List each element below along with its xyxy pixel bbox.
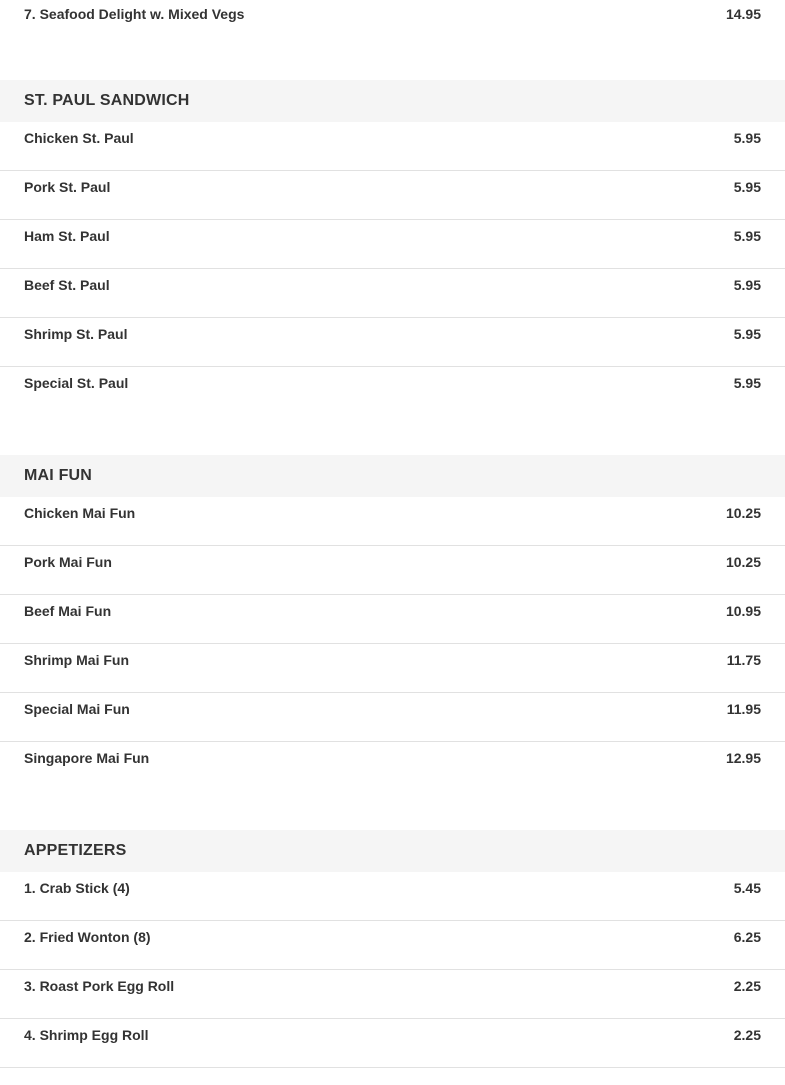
menu-item-price: 2.25 (733, 978, 761, 994)
section-header (0, 830, 785, 872)
menu-item[interactable] (0, 872, 785, 921)
section-title: ST. PAUL SANDWICH (24, 92, 190, 109)
menu-item[interactable] (0, 220, 785, 269)
section-header (0, 455, 785, 497)
menu-item-price: 12.95 (725, 750, 761, 766)
menu-item[interactable] (0, 367, 785, 416)
menu-item-name: Pork St. Paul (24, 179, 111, 195)
menu-item[interactable] (0, 1019, 785, 1068)
section-title: MAI FUN (24, 467, 93, 484)
menu-item-price: 5.95 (733, 375, 761, 391)
menu-item[interactable] (0, 269, 785, 318)
menu-item-price: 5.95 (733, 179, 761, 195)
menu-item-price: 5.95 (733, 228, 761, 244)
menu-item-name: Chicken St. Paul (24, 130, 134, 146)
menu-item-name: Special Mai Fun (24, 701, 130, 717)
menu-item-name: Singapore Mai Fun (24, 750, 150, 766)
menu-item[interactable] (0, 970, 785, 1019)
menu-item-price: 10.95 (725, 603, 761, 619)
menu-item-name: 3. Roast Pork Egg Roll (24, 978, 175, 994)
menu-item-name: Beef St. Paul (24, 277, 110, 293)
menu-item-price: 14.95 (725, 6, 761, 22)
menu-item-name: Pork Mai Fun (24, 554, 112, 570)
menu-item-name: Shrimp St. Paul (24, 326, 128, 342)
menu-item-price: 2.25 (733, 1027, 761, 1043)
menu-item[interactable] (0, 318, 785, 367)
menu-item-price: 5.45 (733, 880, 761, 896)
menu-section-appetizers (0, 830, 785, 1068)
menu-item-name: 7. Seafood Delight w. Mixed Vegs (24, 6, 245, 22)
menu-section-st-paul-sandwich (0, 80, 785, 416)
menu-item-name: Shrimp Mai Fun (24, 652, 129, 668)
menu-item-price: 5.95 (733, 326, 761, 342)
section-title: APPETIZERS (24, 842, 127, 859)
menu-item[interactable] (0, 546, 785, 595)
menu-item-name: Special St. Paul (24, 375, 129, 391)
menu-item-name: Ham St. Paul (24, 228, 110, 244)
menu-item-price: 10.25 (725, 554, 761, 570)
menu-item-price: 6.25 (733, 929, 761, 945)
menu-item[interactable] (0, 122, 785, 171)
menu-item[interactable] (0, 0, 785, 47)
menu-item[interactable] (0, 693, 785, 742)
menu-item[interactable] (0, 921, 785, 970)
menu-item-name: 2. Fried Wonton (8) (24, 929, 151, 945)
menu-section-mai-fun (0, 455, 785, 791)
menu-section-previous (0, 0, 785, 47)
menu-item-name: 1. Crab Stick (4) (24, 880, 130, 896)
menu-item[interactable] (0, 644, 785, 693)
menu-item[interactable] (0, 497, 785, 546)
menu-item-price: 10.25 (725, 505, 761, 521)
menu-item-name: Chicken Mai Fun (24, 505, 136, 521)
menu-item-price: 11.95 (726, 701, 761, 717)
menu-item-price: 5.95 (733, 277, 761, 293)
menu-item-name: Beef Mai Fun (24, 603, 112, 619)
menu-item-name: 4. Shrimp Egg Roll (24, 1027, 149, 1043)
menu-item[interactable] (0, 742, 785, 791)
menu-item-price: 5.95 (733, 130, 761, 146)
menu-item[interactable] (0, 595, 785, 644)
menu-item-price: 11.75 (726, 652, 761, 668)
menu-item[interactable] (0, 171, 785, 220)
section-header (0, 80, 785, 122)
